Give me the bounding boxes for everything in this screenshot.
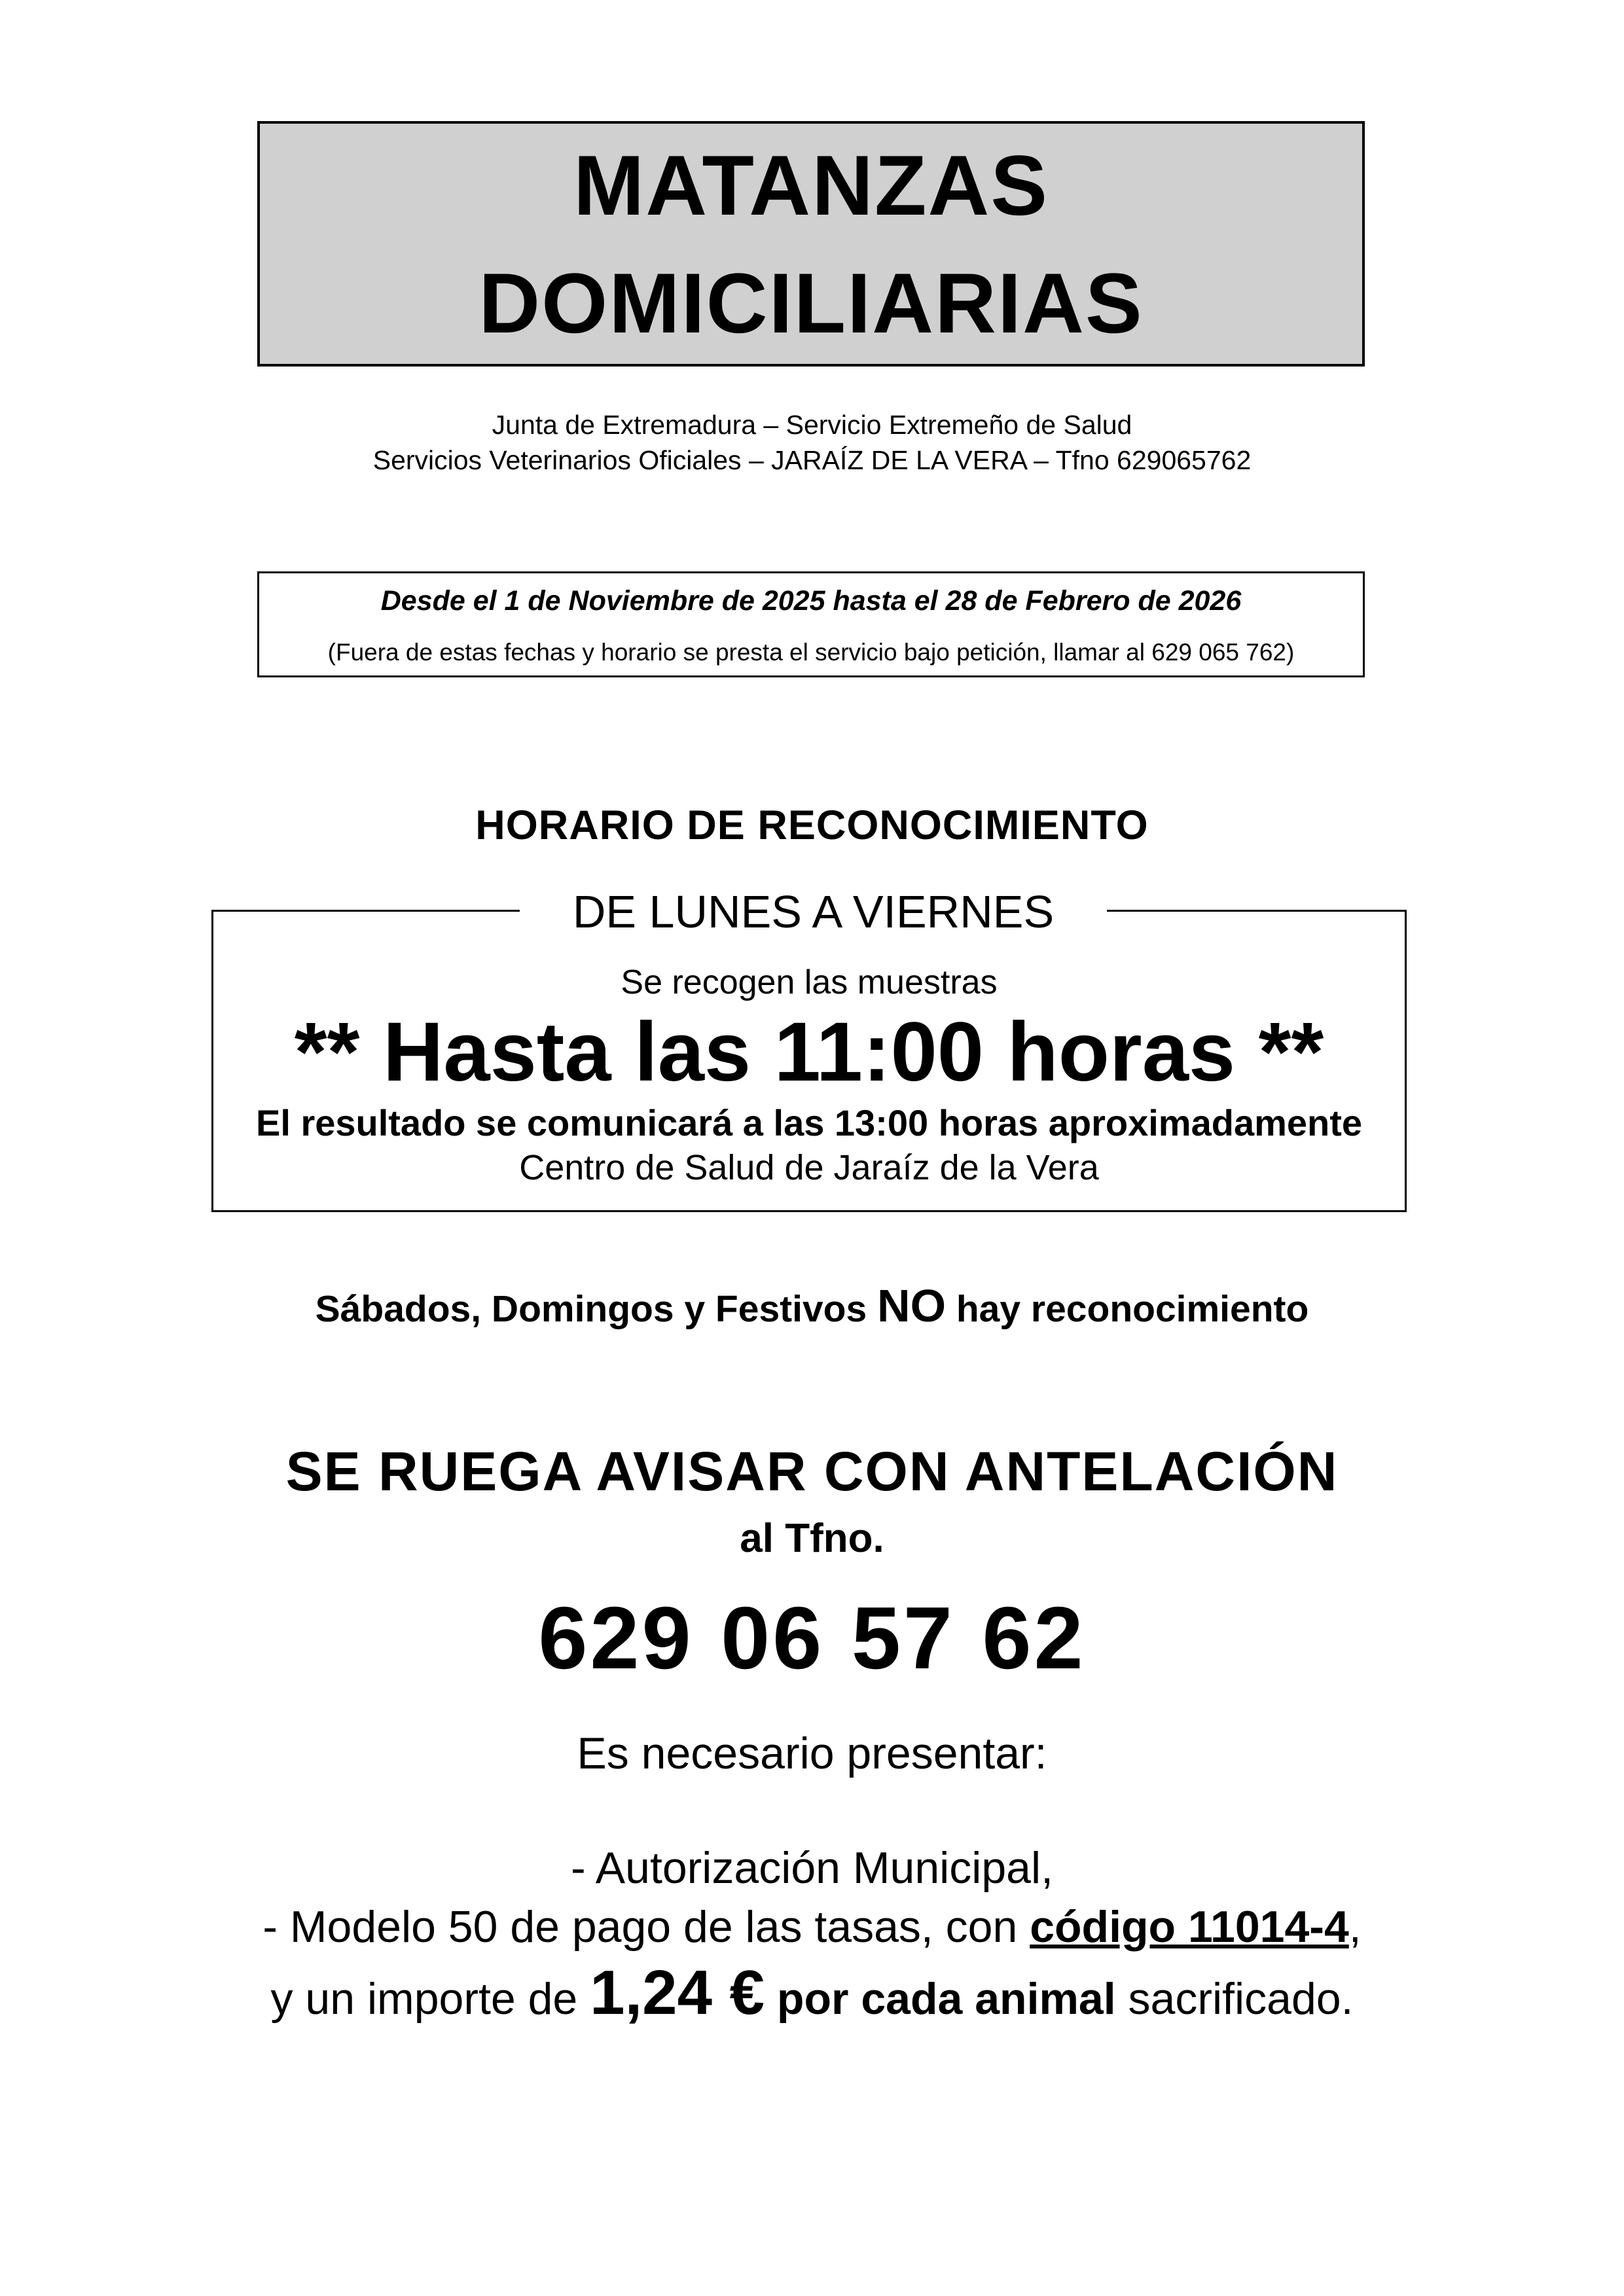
requirement-item-3 (0, 1957, 1624, 2029)
weekend-notice (0, 1280, 1624, 1332)
schedule-heading: HORARIO DE RECONOCIMIENTO (475, 802, 1149, 848)
schedule-days (520, 886, 1107, 938)
tax-code: código 11014-4 (1030, 1902, 1349, 1952)
schedule-place: Centro de Salud de Jaraíz de la Vera (519, 1148, 1099, 1187)
header-line-1: Junta de Extremadura – Servicio Extremeño de Salud (492, 410, 1132, 440)
weekend-no: NO (877, 1280, 947, 1331)
schedule-result: El resultado se comunicará a las 13:00 horas aproximadamente (255, 1102, 1363, 1143)
dates-box (257, 571, 1365, 677)
requirement-2-text: - Modelo 50 de pago de las tasas, con (262, 1902, 1030, 1952)
dates-note: (Fuera de estas fechas y horario se presta el servicio bajo petición, llamar al 629 065 762) (327, 639, 1295, 666)
header-line-2: Servicios Veterinarios Oficiales – JARAÍZ DE LA VERA – Tfno 629065762 (372, 445, 1252, 475)
weekend-after: hay reconocimiento (946, 1288, 1309, 1330)
weekend-before: Sábados, Domingos y Festivos (315, 1288, 878, 1330)
fee-amount: 1,24 € (590, 1958, 765, 2028)
requirement-3-text: y un importe de (270, 1974, 590, 2024)
requirement-3-end: sacrificado. (1115, 1974, 1354, 2024)
requirements-intro: Es necesario presentar: (577, 1729, 1047, 1778)
requirement-2-comma: , (1348, 1902, 1362, 1952)
schedule-box (211, 886, 1407, 1212)
advance-notice: SE RUEGA AVISAR CON ANTELACIÓN (285, 1441, 1339, 1502)
title-line-1: MATANZAS (573, 137, 1049, 233)
title-box (257, 121, 1365, 367)
requirement-item-1: - Autorización Municipal, (570, 1843, 1053, 1893)
phone-number: 629 06 57 62 (538, 1588, 1086, 1687)
schedule-deadline: ** Hasta las 11:00 horas ** (294, 1005, 1324, 1099)
requirement-item-2 (0, 1901, 1624, 1952)
schedule-collect: Se recogen las muestras (621, 963, 998, 1001)
per-animal: por cada animal (765, 1974, 1116, 2024)
schedule-days-label: DE LUNES A VIERNES (572, 886, 1055, 937)
phone-label: al Tfno. (740, 1516, 884, 1561)
title-line-2: DOMICILIARIAS (478, 255, 1144, 351)
dates-main: Desde el 1 de Noviembre de 2025 hasta el 28 de Febrero de 2026 (380, 585, 1242, 617)
